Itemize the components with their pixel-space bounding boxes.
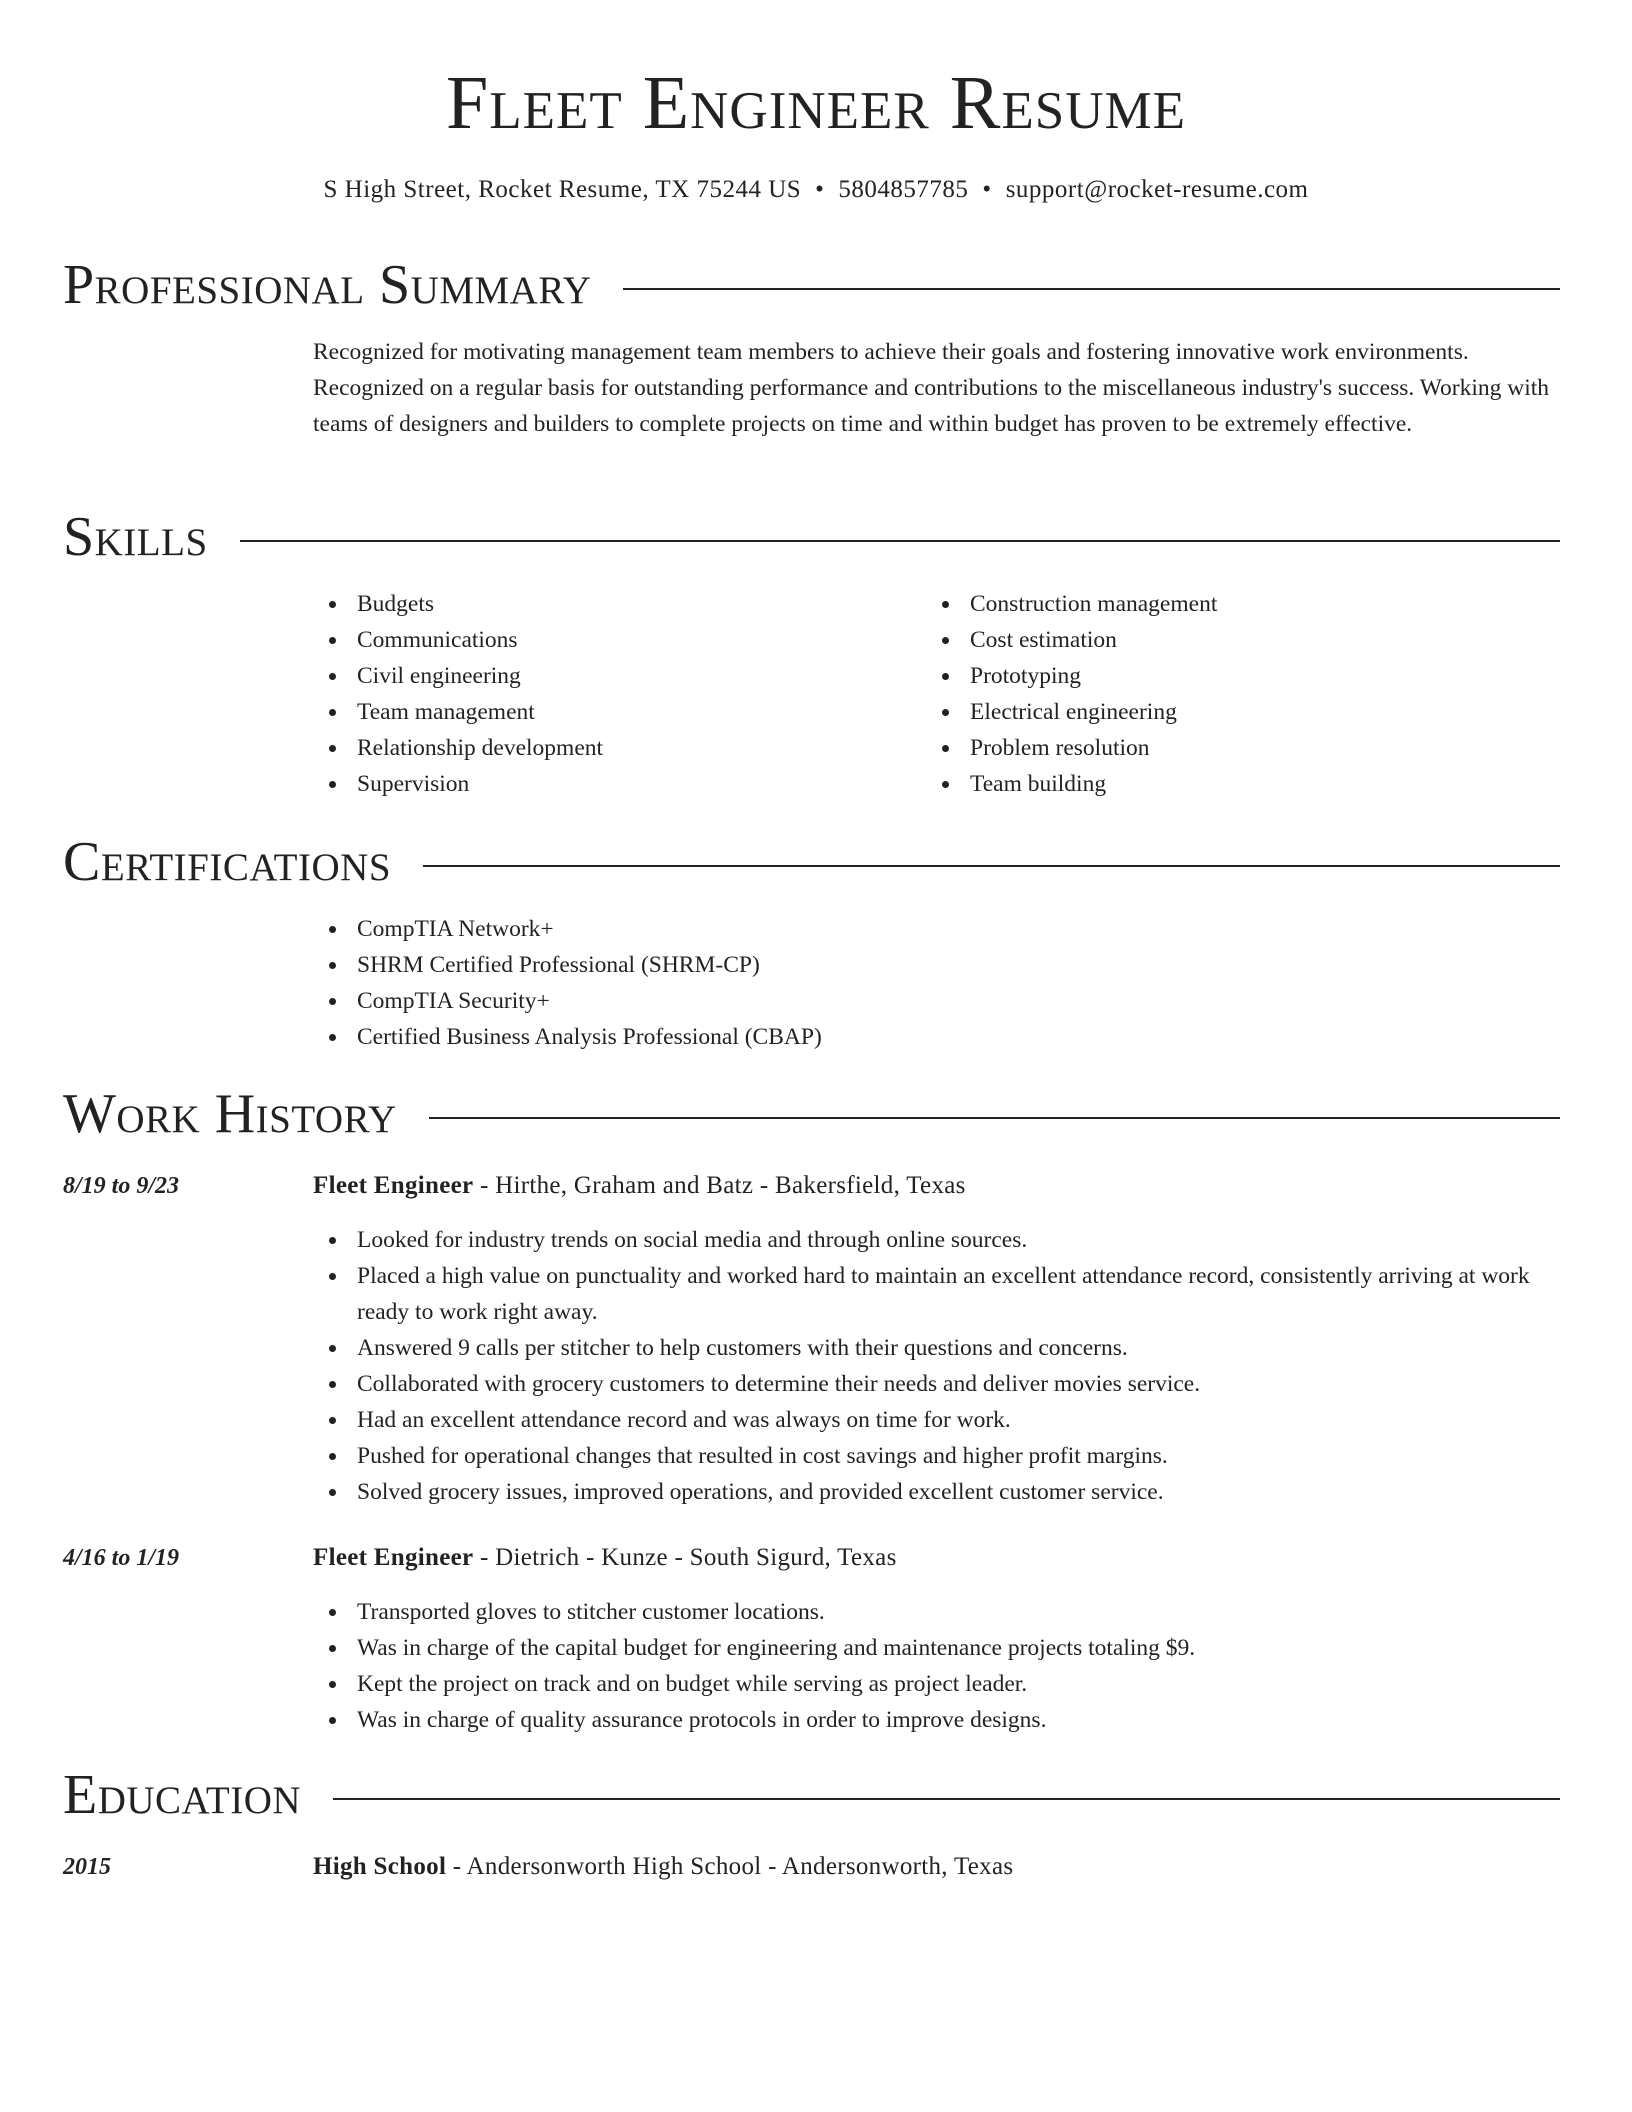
certification-item: CompTIA Security+ bbox=[313, 983, 1560, 1019]
contact-separator: • bbox=[982, 176, 992, 203]
job-employer: - Dietrich - Kunze - South Sigurd, Texas bbox=[473, 1544, 897, 1571]
duty-item: Pushed for operational changes that resulted in cost savings and higher profit margins. bbox=[313, 1438, 1560, 1474]
contact-email: support@rocket-resume.com bbox=[1005, 176, 1309, 203]
skill-item: Civil engineering bbox=[313, 658, 913, 694]
skills-left-column bbox=[313, 586, 913, 802]
skill-item: Prototyping bbox=[926, 658, 1526, 694]
section-divider bbox=[429, 1117, 1560, 1119]
contact-address: S High Street, Rocket Resume, TX 75244 US bbox=[323, 176, 802, 203]
duty-item: Collaborated with grocery customers to determine their needs and deliver movies service. bbox=[313, 1366, 1560, 1402]
contact-phone: 5804857785 bbox=[838, 176, 969, 203]
skill-item: Problem resolution bbox=[926, 730, 1526, 766]
education-line bbox=[313, 1849, 1560, 1885]
resume-title: Fleet Engineer Resume bbox=[445, 61, 1187, 145]
summary-heading: Professional Summary bbox=[63, 254, 592, 316]
education-school: - Andersonworth High School - Andersonworth, Texas bbox=[446, 1853, 1014, 1880]
job-duties-list bbox=[313, 1594, 1560, 1738]
job-dates: 4/16 to 1/19 bbox=[63, 1545, 180, 1571]
skill-item: Budgets bbox=[313, 586, 913, 622]
certification-item: CompTIA Network+ bbox=[313, 911, 1560, 947]
certifications-block bbox=[313, 911, 1560, 1055]
certification-item: Certified Business Analysis Professional (CBAP) bbox=[313, 1019, 1560, 1055]
education-section-header bbox=[63, 1762, 1560, 1828]
job-duties bbox=[313, 1594, 1560, 1738]
section-divider bbox=[333, 1798, 1560, 1800]
skills-right-column bbox=[926, 586, 1526, 802]
summary-section-header bbox=[63, 252, 1560, 318]
certifications-section-header bbox=[63, 829, 1560, 895]
skills-list-right bbox=[926, 586, 1526, 802]
job-duties-list bbox=[313, 1222, 1560, 1510]
education-heading: Education bbox=[63, 1764, 302, 1826]
duty-item: Solved grocery issues, improved operations, and provided excellent customer service. bbox=[313, 1474, 1560, 1510]
skill-item: Team building bbox=[926, 766, 1526, 802]
section-divider bbox=[240, 540, 1560, 542]
duty-item: Had an excellent attendance record and was always on time for work. bbox=[313, 1402, 1560, 1438]
job-duties bbox=[313, 1222, 1560, 1510]
job-role: Fleet Engineer bbox=[313, 1544, 474, 1571]
skills-heading: Skills bbox=[63, 506, 208, 568]
duty-item: Kept the project on track and on budget while serving as project leader. bbox=[313, 1666, 1560, 1702]
skills-section-header bbox=[63, 504, 1560, 570]
skill-item: Communications bbox=[313, 622, 913, 658]
skill-item: Team management bbox=[313, 694, 913, 730]
job-dates: 8/19 to 9/23 bbox=[63, 1173, 180, 1199]
job-title-line bbox=[313, 1168, 1560, 1204]
job-title-line bbox=[313, 1540, 1560, 1576]
skill-item: Supervision bbox=[313, 766, 913, 802]
duty-item: Placed a high value on punctuality and worked hard to maintain an excellent attendance record, consistently arriving at work ready to work right away. bbox=[313, 1258, 1560, 1330]
job-role: Fleet Engineer bbox=[313, 1172, 474, 1199]
certification-item: SHRM Certified Professional (SHRM-CP) bbox=[313, 947, 1560, 983]
skill-item: Cost estimation bbox=[926, 622, 1526, 658]
duty-item: Looked for industry trends on social media and through online sources. bbox=[313, 1222, 1560, 1258]
skill-item: Construction management bbox=[926, 586, 1526, 622]
education-degree: High School bbox=[313, 1853, 447, 1880]
work-history-section-header bbox=[63, 1081, 1560, 1147]
job-employer: - Hirthe, Graham and Batz - Bakersfield, Texas bbox=[473, 1172, 966, 1199]
skills-list-left bbox=[313, 586, 913, 802]
contact-separator: • bbox=[815, 176, 825, 203]
education-year: 2015 bbox=[63, 1854, 111, 1880]
skill-item: Electrical engineering bbox=[926, 694, 1526, 730]
duty-item: Transported gloves to stitcher customer locations. bbox=[313, 1594, 1560, 1630]
duty-item: Was in charge of quality assurance protocols in order to improve designs. bbox=[313, 1702, 1560, 1738]
work-history-heading: Work History bbox=[63, 1083, 397, 1145]
duty-item: Was in charge of the capital budget for engineering and maintenance projects totaling $9. bbox=[313, 1630, 1560, 1666]
certifications-list bbox=[313, 911, 1560, 1055]
duty-item: Answered 9 calls per stitcher to help customers with their questions and concerns. bbox=[313, 1330, 1560, 1366]
summary-text: Recognized for motivating management team members to achieve their goals and fostering innovative work environments. Recognized on a regular basis for outstanding performance and contributions to the miscellaneous industry's success. Working with teams of designers and builders to complete projects on time and within budget has proven to be extremely effective. bbox=[313, 339, 1550, 437]
section-divider bbox=[623, 288, 1560, 290]
contact-line bbox=[0, 173, 1632, 207]
certifications-heading: Certifications bbox=[63, 831, 392, 893]
section-divider bbox=[423, 865, 1560, 867]
skill-item: Relationship development bbox=[313, 730, 913, 766]
